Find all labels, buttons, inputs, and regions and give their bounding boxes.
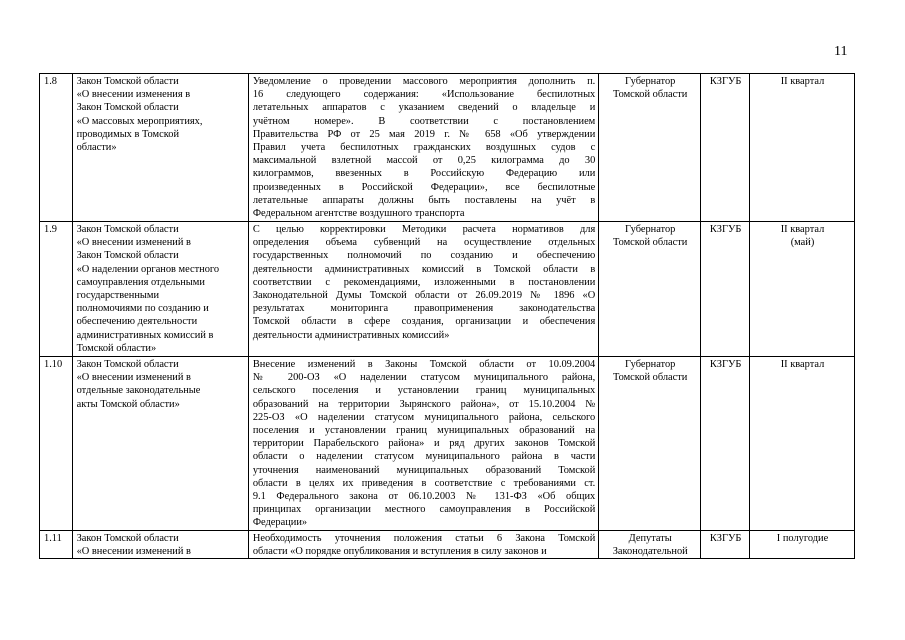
text-line: определения объема субвенций на осуществление отдельных [252, 237, 596, 249]
law-title [72, 74, 248, 222]
text-line: Закон Томской области [76, 224, 179, 235]
item-number: 1.10 [40, 357, 73, 531]
text-line: 225-ОЗ «О наделении статусом муниципального района, сельского [252, 411, 596, 423]
text-line: «О наделении органов местного [76, 263, 220, 275]
law-justification [248, 74, 598, 222]
law-title [72, 357, 248, 531]
text-line: летательных аппаратов с указанием сведений о владельце и [252, 102, 596, 114]
initiator [599, 531, 701, 559]
legislative-plan-table [39, 73, 855, 559]
initiator [599, 222, 701, 357]
text-line: Законодательной [612, 546, 688, 558]
responsible-committee: КЗГУБ [701, 531, 750, 559]
item-number: 1.9 [40, 222, 73, 357]
text-line: деятельности административных комиссий в Томской области в [252, 263, 596, 275]
text-line: I полугодие [776, 533, 829, 544]
deadline [750, 357, 855, 531]
text-line: Губернатор [625, 76, 676, 87]
text-line: принципах организации местного самоуправления в Российской [252, 504, 596, 516]
law-justification [248, 531, 598, 559]
text-line: учётном номере». В соответствии с постановлением [252, 115, 596, 127]
text-line: Закон Томской области [76, 76, 179, 87]
text-line: области» [76, 142, 117, 154]
text-line: области «О порядке опубликования и вступления в силу законов и [252, 546, 547, 558]
text-line: 9.1 Федерального закона от 06.10.2003 № 131-ФЗ «Об общих [252, 491, 596, 503]
text-line: Губернатор [625, 224, 676, 235]
text-line: Томской области в сфере создания, организации и обеспечения [252, 316, 596, 328]
text-line: области в целях их приведения в соответствие с требованиями ст. [252, 477, 596, 489]
text-line: Томской области [613, 372, 688, 384]
text-line: Томской области [613, 89, 688, 101]
text-line: обеспечению деятельности [76, 316, 198, 328]
text-line: отдельные законодательные [76, 385, 201, 397]
text-line: области о наделении статусом муниципального района в части [252, 451, 596, 463]
responsible-committee: КЗГУБ [701, 357, 750, 531]
text-line: Закон Томской области [76, 359, 179, 370]
text-line: С целью корректировки Методики расчета нормативов для [252, 224, 596, 235]
text-line: полномочиями по созданию и [76, 303, 209, 315]
law-title [72, 222, 248, 357]
responsible-committee: КЗГУБ [701, 222, 750, 357]
responsible-committee: КЗГУБ [701, 74, 750, 222]
text-line: Закон Томской области [76, 102, 179, 114]
text-line: «О внесении изменений в [76, 546, 191, 558]
text-line: Правительства РФ от 25 мая 2019 г. № 658 «Об утверждении [252, 128, 596, 140]
text-line: № 200-ОЗ «О наделении статусом муниципального района, [252, 372, 596, 384]
table-row [40, 357, 855, 531]
initiator [599, 357, 701, 531]
text-line: сельского поселения и установлении границ муниципальных [252, 385, 596, 397]
initiator [599, 74, 701, 222]
text-line: акты Томской области» [76, 398, 180, 410]
table-row [40, 531, 855, 559]
page-number: 11 [834, 44, 848, 59]
text-line: территории Парабельского района» и ряд других законов Томской [252, 438, 596, 450]
text-line: соответствии с рекомендациями, изложенными в постановлении [252, 276, 596, 288]
text-line: образований на территории Зырянского района», от 15.10.2004 № [252, 398, 596, 410]
item-number: 1.8 [40, 74, 73, 222]
text-line: «О внесении изменений в [76, 372, 191, 384]
text-line: II квартал [780, 224, 825, 235]
text-line: Закон Томской области [76, 250, 179, 262]
deadline [750, 531, 855, 559]
text-line: килограммов, ввезенных в Российскую Федерацию или [252, 168, 596, 180]
text-line: «О внесении изменения в [76, 89, 191, 101]
text-line: Уведомление о проведении массового мероприятия дополнить п. [252, 76, 596, 87]
text-line: Томской области [613, 237, 688, 249]
text-line: летательные аппараты должны быть поставлены на учёт в [252, 194, 596, 206]
text-line: результатах мониторинга правоприменения законодательства [252, 303, 596, 315]
text-line: Губернатор [625, 359, 676, 370]
text-line: Необходимость уточнения положения статьи 6 Закона Томской [252, 533, 596, 544]
text-line: Законодательной Думы Томской области от 26.09.2019 № 1896 «О [252, 290, 596, 302]
text-line: уточнения наименований муниципальных образований Томской [252, 464, 596, 476]
law-title [72, 531, 248, 559]
item-number: 1.11 [40, 531, 73, 559]
text-line: «О внесении изменений в [76, 237, 191, 249]
text-line: государственными [76, 290, 160, 302]
deadline [750, 222, 855, 357]
text-line: административных комиссий в [76, 329, 214, 341]
text-line: 16 следующего содержания: «Использование беспилотных [252, 89, 596, 101]
text-line: проводимых в Томской [76, 128, 180, 140]
law-justification [248, 357, 598, 531]
text-line: Депутаты [628, 533, 672, 544]
text-line: самоуправления отдельными [76, 276, 205, 288]
text-line: Томской области» [76, 342, 157, 354]
law-justification [248, 222, 598, 357]
text-line: государственных полномочий по созданию и обеспечению [252, 250, 596, 262]
text-line: Внесение изменений в Законы Томской области от 10.09.2004 [252, 359, 596, 370]
deadline [750, 74, 855, 222]
text-line: II квартал [780, 359, 825, 370]
text-line: максимальной взлетной массой от 0,25 килограмма до 30 [252, 155, 596, 167]
text-line: Правил учета беспилотных гражданских воздушных судов с [252, 142, 596, 154]
text-line: (май) [790, 237, 815, 249]
text-line: Закон Томской области [76, 533, 179, 544]
text-line: «О массовых мероприятиях, [76, 115, 203, 127]
table-row [40, 74, 855, 222]
text-line: произведенных в Российской Федерации», все беспилотные [252, 181, 596, 193]
table-row [40, 222, 855, 357]
text-line: Федеральном агентстве воздушного транспорта [252, 208, 465, 220]
text-line: II квартал [780, 76, 825, 87]
text-line: деятельности административных комиссий» [252, 329, 450, 341]
text-line: Федерации» [252, 517, 308, 529]
table-body [40, 74, 855, 559]
text-line: поселения и установлении границ муниципальных образований на [252, 425, 596, 437]
